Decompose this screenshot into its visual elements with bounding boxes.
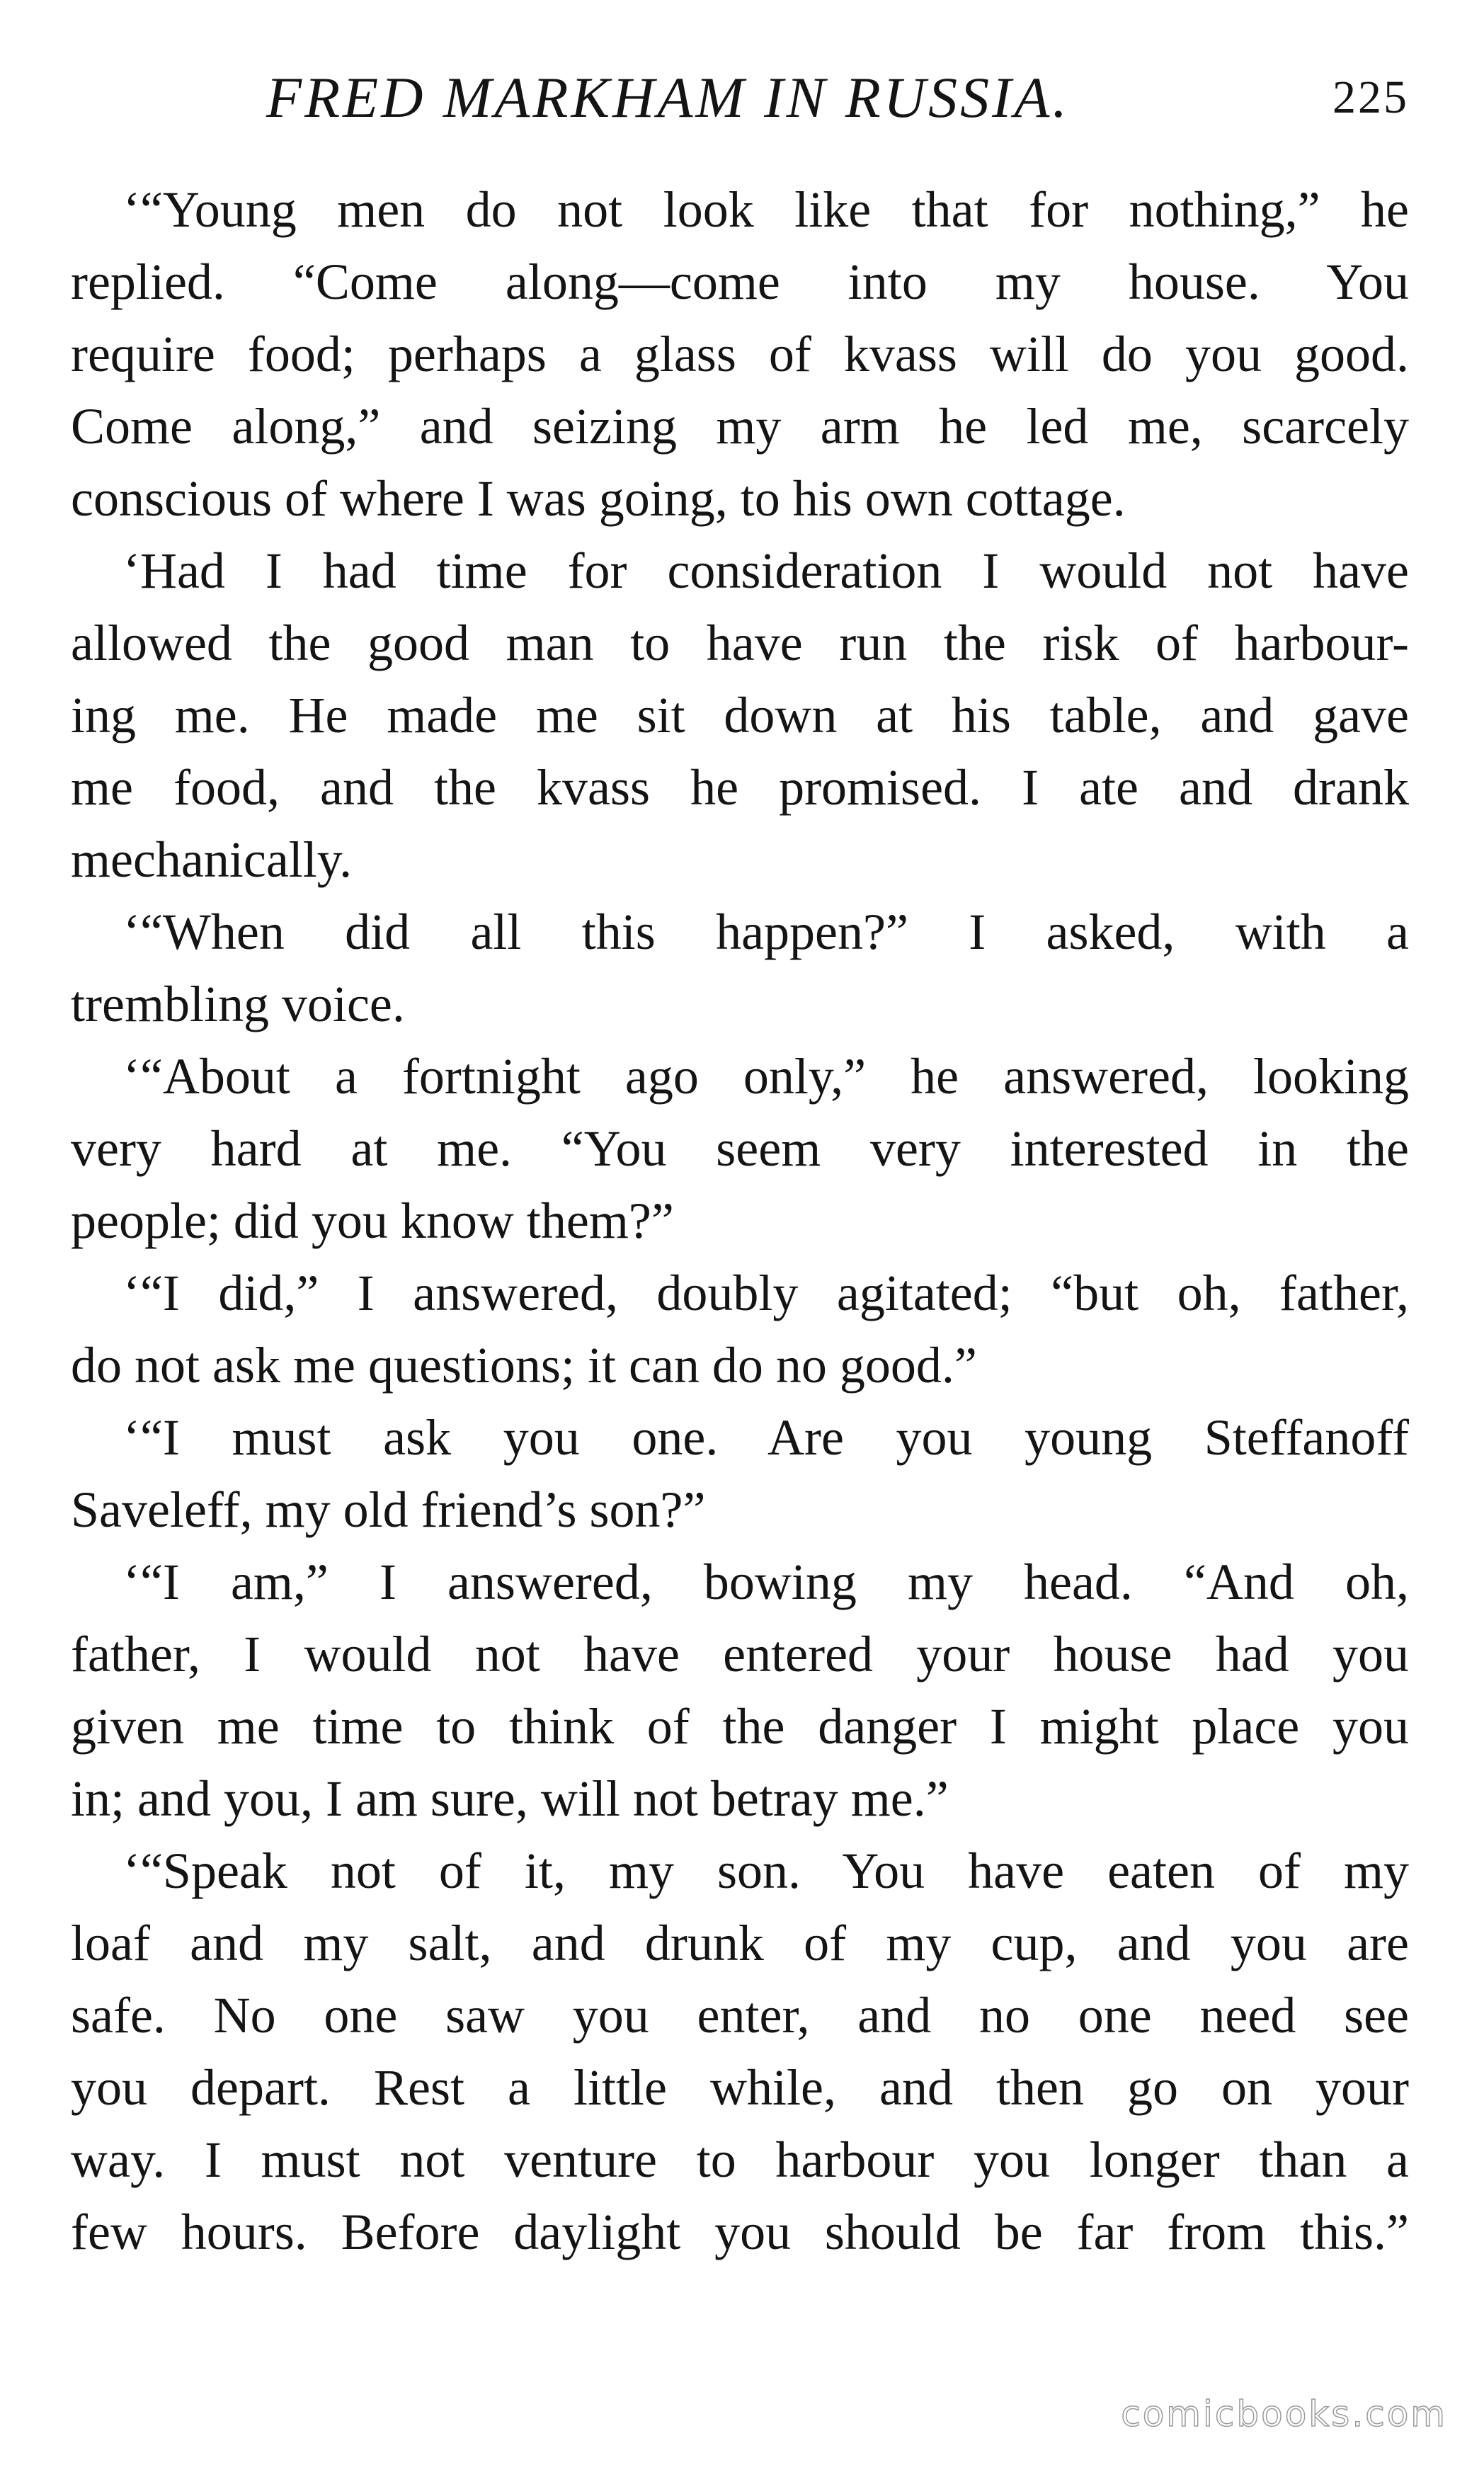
text-line: ‘“I am,” I answered, bowing my head. “And oh,	[123, 1554, 1409, 1610]
text-line: Saveleff, my old friend’s son?”	[71, 1481, 706, 1538]
text-line: conscious of where I was going, to his own cottage.	[71, 470, 1126, 527]
text-line: few hours. Before daylight you should be far from this.”	[71, 2204, 1409, 2260]
text-line: ing me. He made me sit down at his table, and gave	[71, 687, 1409, 744]
paragraph	[71, 535, 1409, 896]
paragraph	[71, 1835, 1409, 2268]
watermark: comicbooks.com	[1121, 2393, 1447, 2435]
paragraph	[71, 896, 1409, 1040]
text-line: Come along,” and seizing my arm he led me, scarcely	[71, 398, 1409, 455]
paragraph	[71, 1546, 1409, 1835]
page-number: 225	[1332, 72, 1409, 123]
text-line: father, I would not have entered your house had you	[71, 1626, 1409, 1682]
text-line: ‘“I must ask you one. Are you young Steffanoff	[123, 1409, 1409, 1466]
paragraph	[71, 1040, 1409, 1257]
text-line: replied. “Come along—come into my house. You	[71, 254, 1409, 310]
text-line: ‘“About a fortnight ago only,” he answered, looking	[123, 1048, 1409, 1105]
paragraph	[71, 1257, 1409, 1401]
text-line: ‘“Speak not of it, my son. You have eaten of my	[123, 1843, 1409, 1899]
text-line: ‘“Young men do not look like that for nothing,” he	[123, 181, 1409, 238]
text-line: loaf and my salt, and drunk of my cup, and you are	[71, 1915, 1409, 1971]
text-line: given me time to think of the danger I might place you	[71, 1698, 1409, 1755]
text-line: ‘“When did all this happen?” I asked, with a	[123, 904, 1409, 960]
text-line: allowed the good man to have run the risk of harbour-	[71, 615, 1409, 671]
page-header	[71, 55, 1409, 140]
running-title: FRED MARKHAM IN RUSSIA.	[266, 65, 1070, 130]
text-line: people; did you know them?”	[71, 1192, 674, 1249]
text-line: mechanically.	[71, 831, 353, 888]
body-text	[71, 173, 1409, 2268]
text-line: require food; perhaps a glass of kvass will do you good.	[71, 326, 1409, 382]
text-line: me food, and the kvass he promised. I ate and drank	[71, 759, 1409, 816]
text-line: safe. No one saw you enter, and no one need see	[71, 1987, 1409, 2044]
text-line: ‘“I did,” I answered, doubly agitated; “but oh, father,	[123, 1265, 1409, 1321]
text-line: you depart. Rest a little while, and then go on your	[71, 2059, 1409, 2116]
text-line: ‘Had I had time for consideration I would not have	[123, 542, 1409, 599]
text-line: very hard at me. “You seem very interested in the	[71, 1120, 1409, 1177]
text-line: way. I must not venture to harbour you longer than a	[71, 2131, 1409, 2188]
text-line: do not ask me questions; it can do no good.”	[71, 1337, 977, 1394]
paragraph	[71, 173, 1409, 535]
text-line: trembling voice.	[71, 976, 405, 1032]
paragraph	[71, 1401, 1409, 1546]
text-line: in; and you, I am sure, will not betray me.”	[71, 1770, 949, 1827]
